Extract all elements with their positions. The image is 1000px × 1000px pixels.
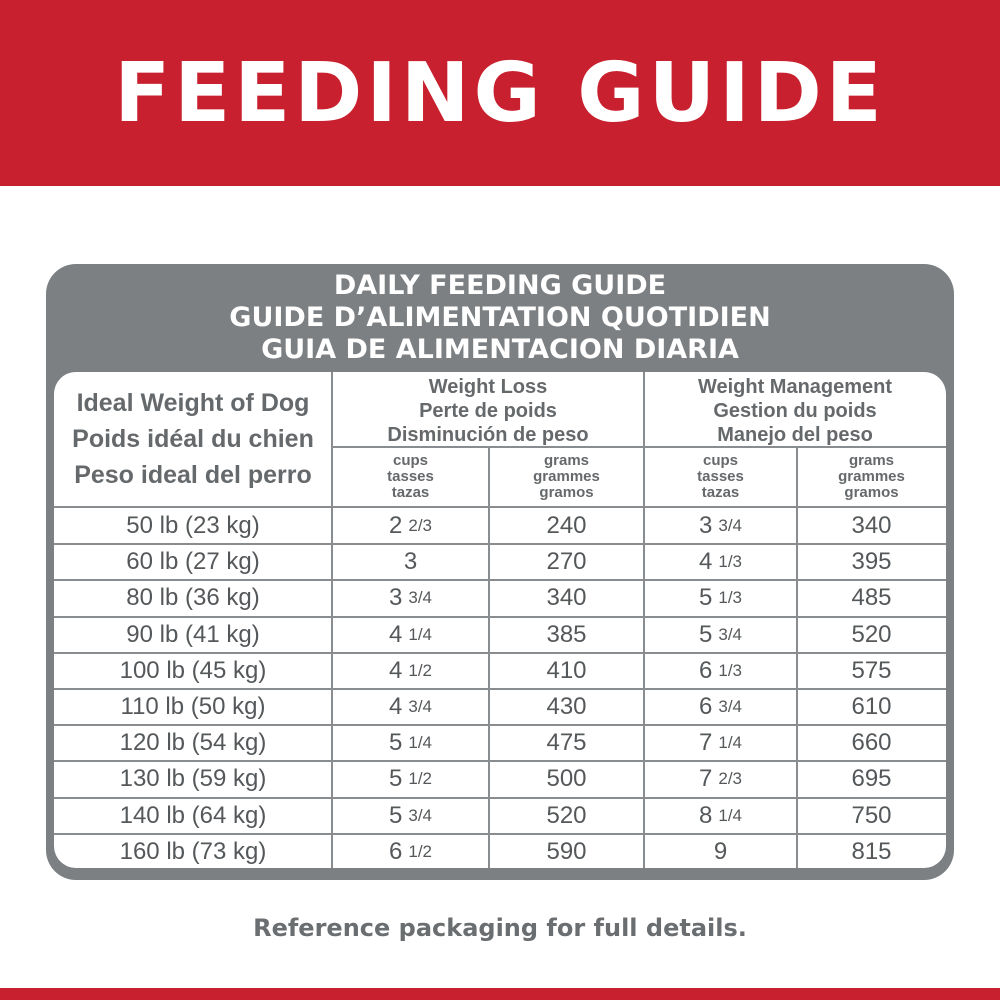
mgmt-cups-cell-fraction: 3/4 [718, 624, 742, 644]
table-row [54, 508, 946, 544]
grid-line [488, 446, 490, 868]
weight-management-cups-en: cups [702, 452, 738, 469]
grid-line [796, 446, 798, 868]
weight-cell: 80 lb (36 kg) [126, 584, 260, 612]
weight-loss-cups-en: cups [392, 452, 428, 469]
mgmt-grams-cell: 815 [851, 837, 892, 865]
weight-cell: 140 lb (64 kg) [119, 801, 267, 829]
weight-management-label-fr: Gestion du poids [713, 400, 877, 422]
weight-cell: 110 lb (50 kg) [120, 693, 266, 721]
loss-cups-cell-whole: 3 [403, 548, 418, 576]
grid-line [54, 724, 946, 726]
loss-cups-cell-fraction: 2/3 [408, 516, 432, 536]
loss-cups-cell-fraction: 1/2 [408, 841, 432, 861]
weight-management-grams-header [797, 448, 946, 506]
mgmt-cups-cell-fraction: 2/3 [718, 769, 742, 789]
loss-cups-cell-whole: 6 [389, 837, 403, 865]
grid-line [332, 446, 946, 448]
loss-cups-cell-fraction: 1/4 [408, 733, 432, 753]
page-title: FEEDING GUIDE [114, 46, 886, 141]
weight-loss-label-fr: Perte de poids [419, 400, 557, 422]
loss-cups-cell [332, 508, 489, 544]
loss-cups-cell [332, 617, 489, 653]
grid-line [54, 506, 946, 508]
weight-management-grams-es: gramos [844, 484, 899, 501]
weight-header-en: Ideal Weight of Dog [76, 389, 310, 417]
mgmt-cups-cell-fraction: 3/4 [718, 516, 742, 536]
grid-line [54, 579, 946, 581]
weight-cell: 160 lb (73 kg) [119, 837, 267, 865]
loss-cups-cell [332, 834, 489, 868]
loss-cups-cell [332, 544, 489, 580]
mgmt-cups-cell-fraction: 1/3 [718, 588, 742, 608]
mgmt-grams-cell: 750 [851, 801, 892, 829]
loss-grams-cell: 340 [546, 584, 587, 612]
loss-cups-cell-whole: 5 [389, 801, 403, 829]
loss-grams-cell: 430 [546, 693, 587, 721]
table-row [54, 761, 946, 797]
mgmt-cups-cell [644, 798, 797, 834]
guide-heading-es: GUIA DE ALIMENTACION DIARIA [261, 334, 739, 365]
table-row [54, 798, 946, 834]
mgmt-cups-cell-whole: 7 [699, 765, 713, 793]
mgmt-cups-cell-whole: 5 [699, 584, 713, 612]
mgmt-grams-cell: 520 [851, 620, 892, 648]
loss-grams-cell: 590 [546, 837, 587, 865]
mgmt-cups-cell [644, 725, 797, 761]
mgmt-cups-cell-whole: 3 [699, 512, 713, 540]
loss-cups-cell [332, 798, 489, 834]
mgmt-grams-cell: 575 [851, 656, 892, 684]
weight-loss-cups-header [332, 448, 489, 506]
table-row [54, 834, 946, 868]
weight-loss-cups-fr: tasses [387, 468, 434, 485]
weight-loss-grams-en: grams [543, 452, 590, 469]
mgmt-cups-cell-whole: 5 [699, 620, 713, 648]
mgmt-cups-cell-whole: 6 [699, 693, 713, 721]
weight-cell: 120 lb (54 kg) [119, 729, 267, 757]
mgmt-cups-cell-whole: 8 [699, 801, 713, 829]
loss-cups-cell-whole: 2 [389, 512, 403, 540]
loss-cups-cell-whole: 3 [389, 584, 403, 612]
loss-cups-cell [332, 653, 489, 689]
mgmt-cups-cell [644, 508, 797, 544]
table-row [54, 653, 946, 689]
loss-cups-cell-whole: 5 [389, 729, 403, 757]
grid-line [54, 543, 946, 545]
loss-cups-cell [332, 580, 489, 616]
weight-management-cups-es: tazas [701, 484, 740, 501]
feeding-guide-card [46, 264, 954, 880]
weight-header-fr: Poids idéal du chien [72, 425, 314, 453]
mgmt-grams-cell: 485 [851, 584, 892, 612]
loss-cups-cell-whole: 4 [389, 656, 403, 684]
weight-management-grams-en: grams [848, 452, 895, 469]
loss-cups-cell-fraction: 1/4 [408, 624, 432, 644]
loss-cups-cell-fraction: 3/4 [408, 697, 432, 717]
mgmt-cups-cell-fraction: 3/4 [718, 697, 742, 717]
loss-cups-cell-fraction: 3/4 [408, 805, 432, 825]
table-row [54, 617, 946, 653]
weight-management-label-en: Weight Management [697, 376, 893, 398]
mgmt-cups-cell-fraction: 1/4 [718, 733, 742, 753]
grid-line [54, 616, 946, 618]
weight-loss-grams-header [489, 448, 644, 506]
loss-cups-cell [332, 725, 489, 761]
weight-cell: 90 lb (41 kg) [126, 620, 260, 648]
guide-heading-fr: GUIDE D’ALIMENTATION QUOTIDIEN [229, 302, 771, 333]
loss-grams-cell: 270 [546, 548, 587, 576]
table-row [54, 689, 946, 725]
weight-loss-label-es: Disminución de peso [387, 424, 589, 446]
loss-cups-cell-fraction: 1/2 [408, 769, 432, 789]
weight-cell: 130 lb (59 kg) [119, 765, 267, 793]
bottom-strip [0, 988, 1000, 1000]
footer-note: Reference packaging for full details. [253, 914, 747, 942]
loss-cups-cell [332, 761, 489, 797]
mgmt-cups-cell-fraction: 1/3 [718, 660, 742, 680]
mgmt-grams-cell: 395 [851, 548, 892, 576]
table-row [54, 544, 946, 580]
weight-cell: 60 lb (27 kg) [126, 548, 260, 576]
weight-management-grams-fr: grammes [838, 468, 905, 485]
loss-cups-cell-whole: 4 [389, 693, 403, 721]
mgmt-cups-cell [644, 653, 797, 689]
grid-line [54, 797, 946, 799]
weight-loss-header [332, 376, 644, 446]
mgmt-grams-cell: 660 [851, 729, 892, 757]
weight-header-es: Peso ideal del perro [74, 461, 312, 489]
loss-grams-cell: 520 [546, 801, 587, 829]
loss-cups-cell-fraction: 1/2 [408, 660, 432, 680]
mgmt-cups-cell-whole: 9 [713, 837, 728, 865]
weight-management-label-es: Manejo del peso [717, 424, 873, 446]
weight-cell: 100 lb (45 kg) [119, 656, 267, 684]
mgmt-cups-cell [644, 834, 797, 868]
mgmt-cups-cell [644, 761, 797, 797]
weight-loss-cups-es: tazas [391, 484, 430, 501]
weight-management-cups-fr: tasses [697, 468, 744, 485]
loss-grams-cell: 475 [546, 729, 587, 757]
mgmt-cups-cell-whole: 4 [699, 548, 713, 576]
loss-cups-cell-whole: 4 [389, 620, 403, 648]
loss-grams-cell: 500 [546, 765, 587, 793]
table-row [54, 725, 946, 761]
guide-heading [46, 270, 954, 366]
grid-line [54, 688, 946, 690]
mgmt-cups-cell [644, 580, 797, 616]
weight-loss-grams-es: gramos [539, 484, 594, 501]
weight-loss-label-en: Weight Loss [428, 376, 548, 398]
weight-cell: 50 lb (23 kg) [126, 512, 260, 540]
loss-grams-cell: 410 [546, 656, 587, 684]
mgmt-cups-cell-whole: 6 [699, 656, 713, 684]
mgmt-grams-cell: 610 [851, 693, 892, 721]
mgmt-cups-cell [644, 544, 797, 580]
grid-line [54, 833, 946, 835]
weight-header [54, 372, 332, 506]
grid-line [54, 652, 946, 654]
weight-loss-grams-fr: grammes [533, 468, 600, 485]
feeding-table [54, 372, 946, 868]
mgmt-grams-cell: 340 [851, 512, 892, 540]
loss-cups-cell [332, 689, 489, 725]
mgmt-cups-cell-whole: 7 [699, 729, 713, 757]
loss-grams-cell: 240 [546, 512, 587, 540]
weight-management-cups-header [644, 448, 797, 506]
mgmt-cups-cell-fraction: 1/3 [718, 552, 742, 572]
loss-cups-cell-fraction: 3/4 [408, 588, 432, 608]
grid-line [54, 760, 946, 762]
top-banner [0, 0, 1000, 186]
mgmt-grams-cell: 695 [851, 765, 892, 793]
mgmt-cups-cell [644, 689, 797, 725]
loss-grams-cell: 385 [546, 620, 587, 648]
mgmt-cups-cell-fraction: 1/4 [718, 805, 742, 825]
weight-management-header [644, 376, 946, 446]
loss-cups-cell-whole: 5 [389, 765, 403, 793]
mgmt-cups-cell [644, 617, 797, 653]
table-row [54, 580, 946, 616]
guide-heading-en: DAILY FEEDING GUIDE [333, 270, 667, 301]
